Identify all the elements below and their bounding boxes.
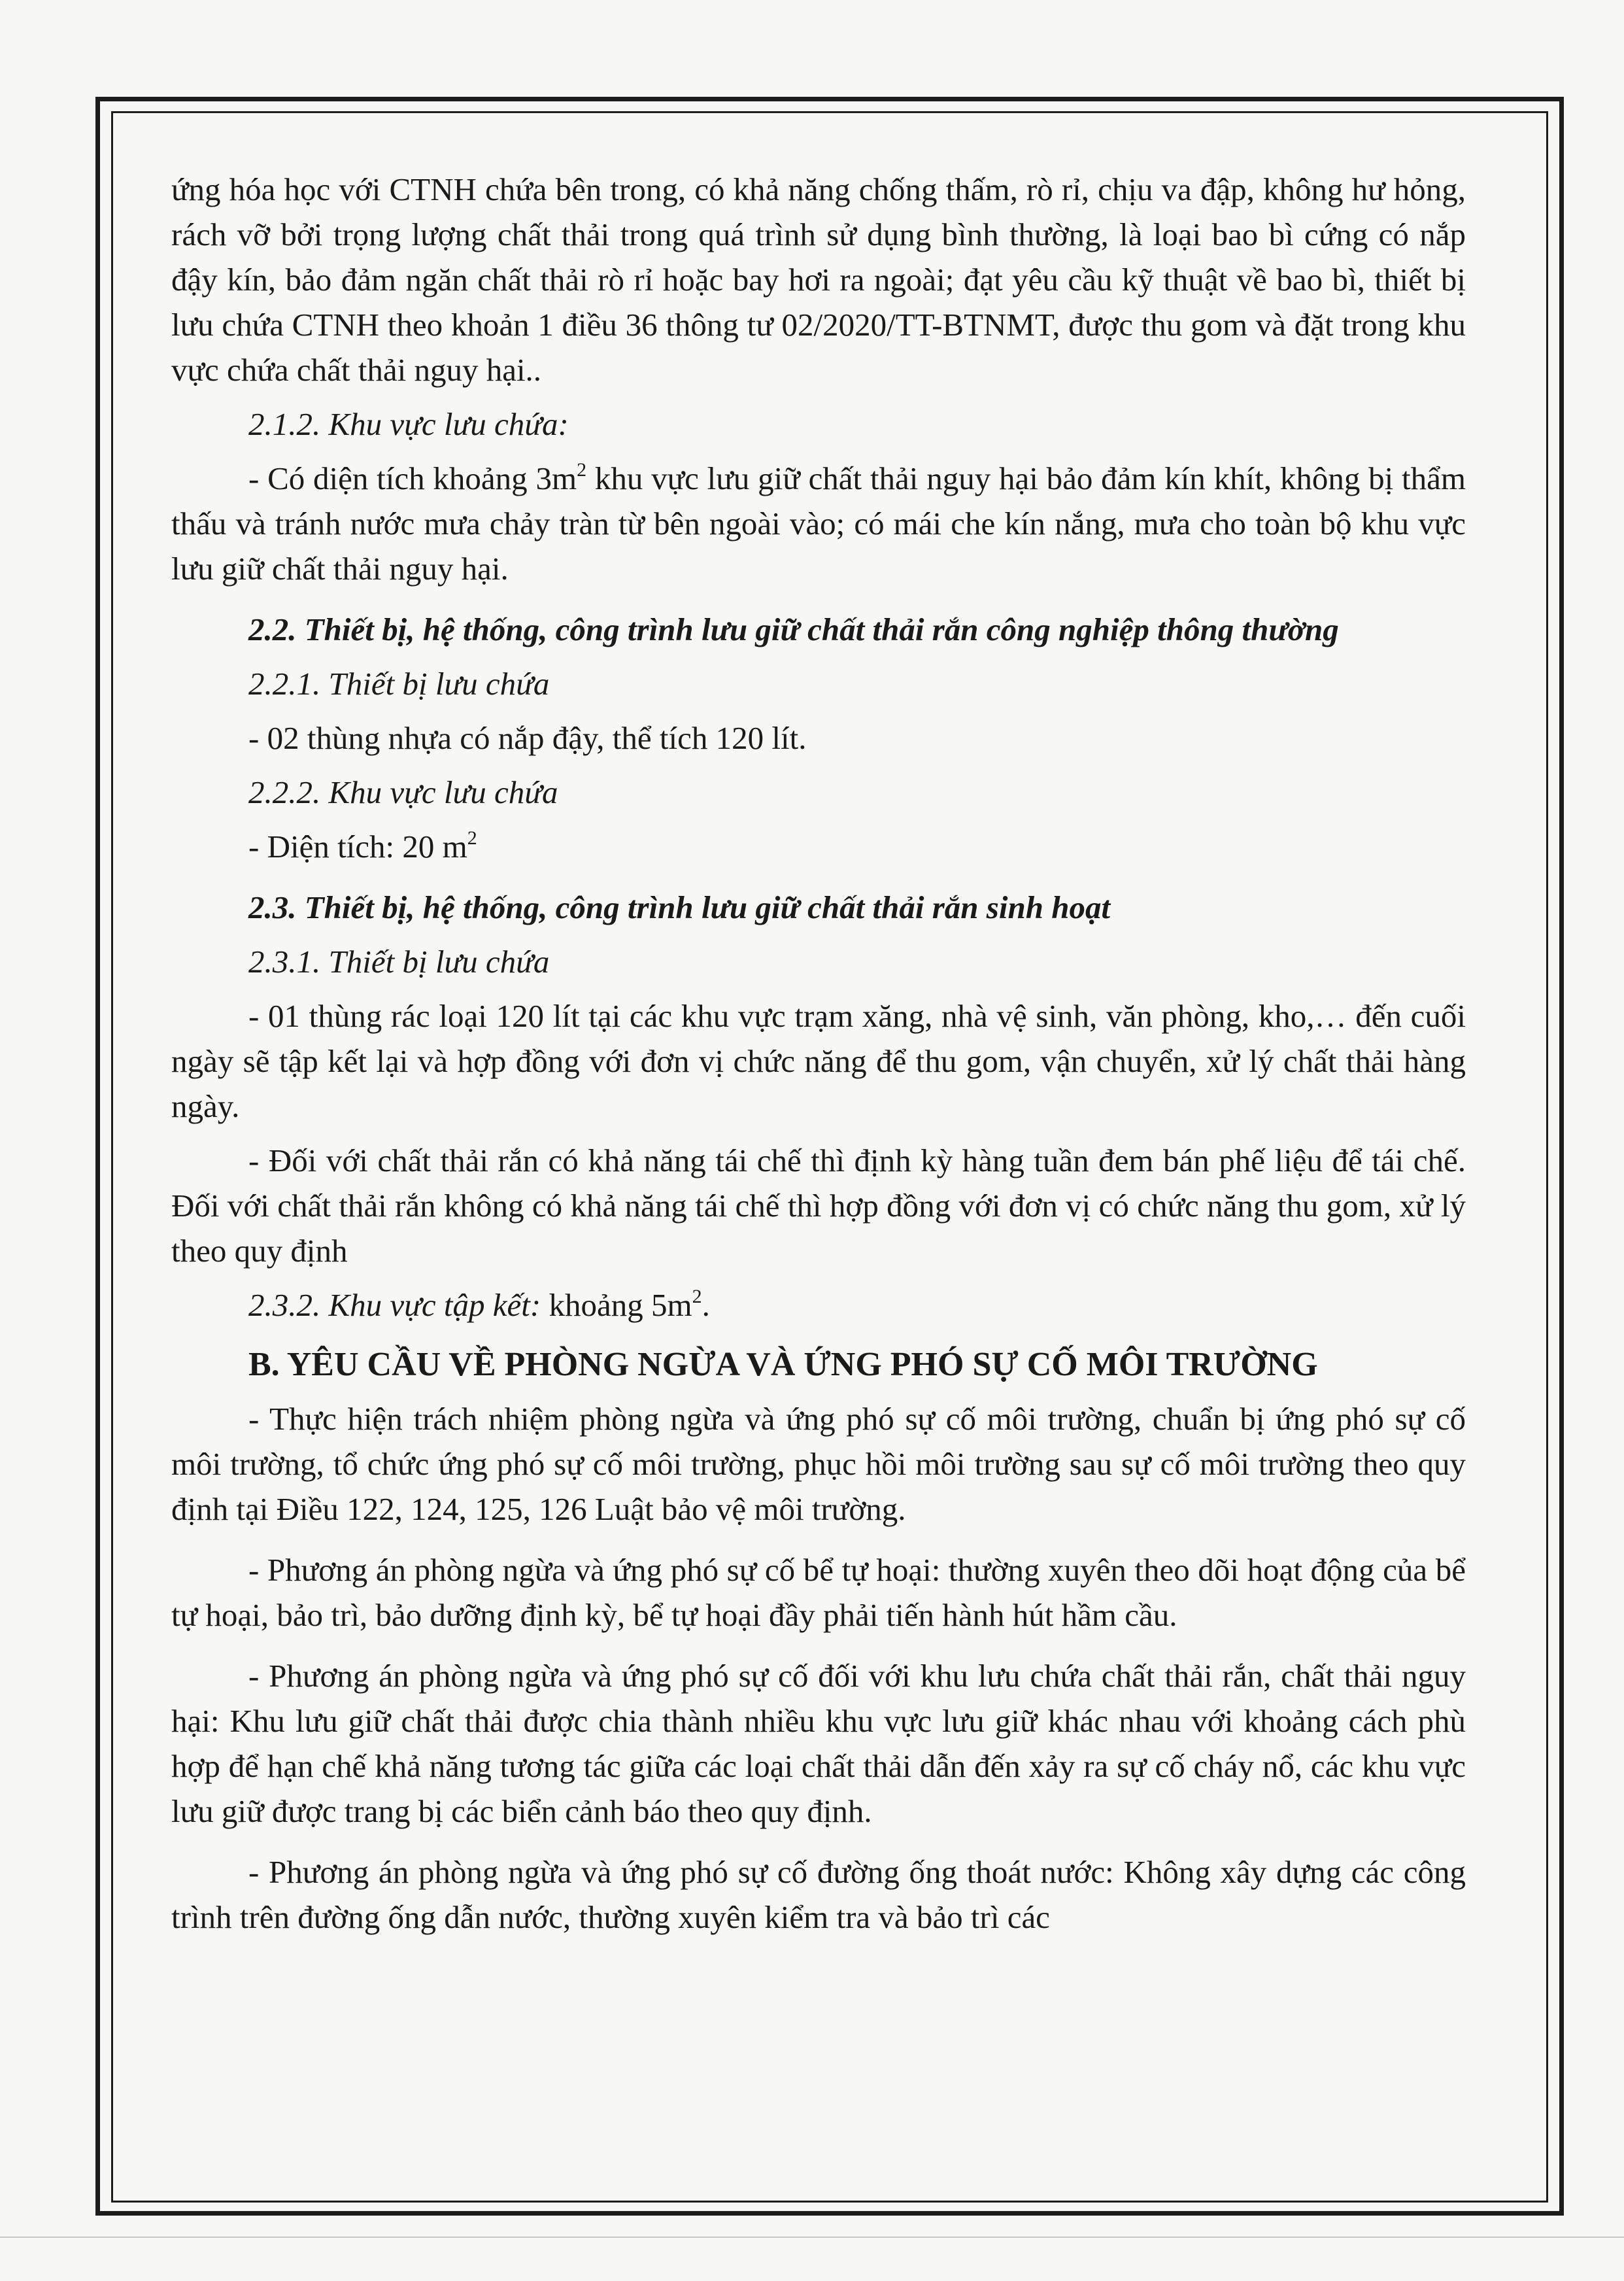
- text-segment: 2.3.2. Khu vực tập kết:: [248, 1287, 541, 1323]
- subheading-2-2-2: 2.2.2. Khu vực lưu chứa: [248, 774, 558, 810]
- scan-edge-line: [0, 2237, 1624, 2238]
- paragraph-continuation: ứng hóa học với CTNH chứa bên trong, có khả năng chống thấm, rò rỉ, chịu va đập, không hư hỏng, rách vỡ bởi trọng lượng chất thải trong quá trình sử dụng bình thường, là loại bao bì cứng có nắp đậy kín, bảo đảm ngăn chất thải rò rỉ hoặc bay hơi ra ngoài; đạt yêu cầu kỹ thuật về bao bì, thiết bị lưu chứa CTNH theo khoản 1 điều 36 thông tư 02/2020/TT-BTNMT, được thu gom và đặt trong khu vực chứa chất thải nguy hại..: [171, 171, 1466, 388]
- paragraph-recycling: - Đối với chất thải rắn có khả năng tái chế thì định kỳ hàng tuần đem bán phế liệu để tái chế. Đối với chất thải rắn không có khả năng tái chế thì hợp đồng với đơn vị có chức năng thu gom, xử lý theo quy định: [171, 1142, 1466, 1269]
- paragraph-plastic-bins: - 02 thùng nhựa có nắp đậy, thể tích 120 lít.: [248, 720, 807, 756]
- heading-section-b: B. YÊU CẦU VỀ PHÒNG NGỪA VÀ ỨNG PHÓ SỰ CỐ MÔI TRƯỜNG: [248, 1346, 1318, 1383]
- superscript: 2: [467, 827, 477, 849]
- subheading-2-3-2: [248, 1282, 1466, 1328]
- text-segment: .: [702, 1287, 710, 1323]
- text-segment: - Có diện tích khoảng 3m: [248, 460, 577, 496]
- superscript: 2: [692, 1286, 702, 1307]
- heading-2-2: 2.2. Thiết bị, hệ thống, công trình lưu giữ chất thải rắn công nghiệp thông thường: [248, 611, 1339, 647]
- paragraph-responsibility: - Thực hiện trách nhiệm phòng ngừa và ứng phó sự cố môi trường, chuẩn bị ứng phó sự cố môi trường, tổ chức ứng phó sự cố môi trường, phục hồi môi trường sau sự cố môi trường theo quy định tại Điều 122, 124, 125, 126 Luật bảo vệ môi trường.: [171, 1401, 1466, 1527]
- paragraph-drainage: - Phương án phòng ngừa và ứng phó sự cố đường ống thoát nước: Không xây dựng các công trình trên đường ống dẫn nước, thường xuyên kiểm tra và bảo trì các: [171, 1854, 1466, 1935]
- heading-2-3: 2.3. Thiết bị, hệ thống, công trình lưu giữ chất thải rắn sinh hoạt: [248, 889, 1111, 925]
- subheading-2-1-2: 2.1.2. Khu vực lưu chứa:: [248, 406, 569, 442]
- subheading-2-2-1: 2.2.1. Thiết bị lưu chứa: [248, 666, 550, 702]
- paragraph-septic-tank: - Phương án phòng ngừa và ứng phó sự cố bể tự hoại: thường xuyên theo dõi hoạt động của bể tự hoại, bảo trì, bảo dưỡng định kỳ, bể tự hoại đầy phải tiến hành hút hầm cầu.: [171, 1552, 1466, 1633]
- text-segment: khoảng 5m: [541, 1287, 692, 1323]
- paragraph-area: [171, 824, 1466, 869]
- superscript: 2: [577, 459, 587, 481]
- subheading-2-3-1: 2.3.1. Thiết bị lưu chứa: [248, 944, 550, 980]
- text-segment: - Diện tích: 20 m: [248, 829, 467, 865]
- document-body: [171, 167, 1466, 1940]
- paragraph-garbage-bins: - 01 thùng rác loại 120 lít tại các khu vực trạm xăng, nhà vệ sinh, văn phòng, kho,… đến cuối ngày sẽ tập kết lại và hợp đồng với đơn vị chức năng để thu gom, vận chuyển, xử lý chất thải hàng ngày.: [171, 998, 1466, 1124]
- paragraph-waste-storage: - Phương án phòng ngừa và ứng phó sự cố đối với khu lưu chứa chất thải rắn, chất thải nguy hại: Khu lưu giữ chất thải được chia thành nhiều khu vực lưu giữ khác nhau với khoảng cách phù hợp để hạn chế khả năng tương tác giữa các loại chất thải dẫn đến xảy ra sự cố cháy nổ, các khu vực lưu giữ được trang bị các biển cảnh báo theo quy định.: [171, 1658, 1466, 1829]
- text-segment: khu vực lưu giữ chất thải nguy hại bảo đảm kín khít, không bị thẩm thấu và tránh nước mưa chảy tràn từ bên ngoài vào; có mái che kín nắng, mưa cho toàn bộ khu vực lưu giữ chất thải nguy hại.: [171, 460, 1466, 587]
- paragraph-hazardous-storage-area: [171, 456, 1466, 591]
